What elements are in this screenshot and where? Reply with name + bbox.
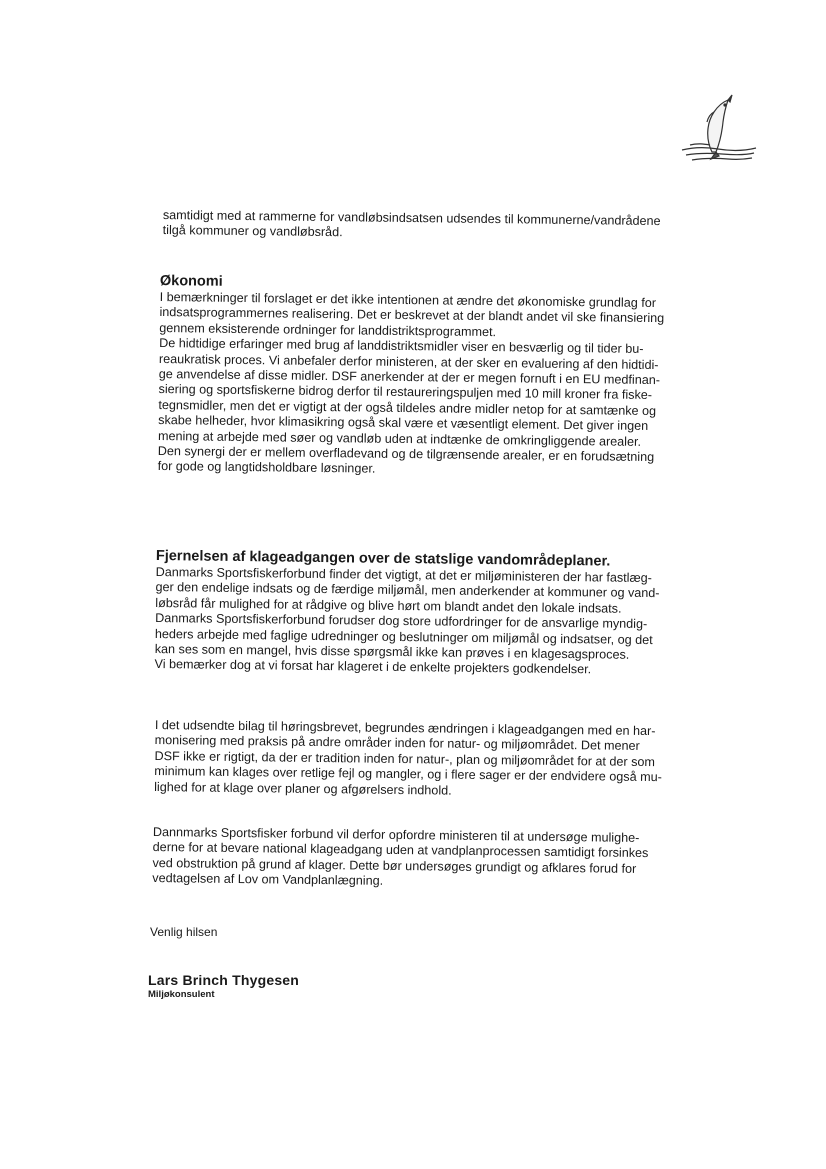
- text-line: lighed for at klage over planer og afgørelsers indhold.: [154, 779, 452, 798]
- paragraph-harmonisation: [154, 718, 715, 802]
- text-line: vedtagelsen af Lov om Vandplanlægning.: [152, 871, 384, 889]
- text-line: Danmarks Sportsfiskerforbund forudser dog store udfordringer for de ansvarlige myndig-: [155, 611, 648, 632]
- text-line: løbsråd får mulighed for at rådgive og blive hørt om blandt andet den lokale indsats.: [155, 595, 622, 616]
- section-complaints: [154, 548, 715, 680]
- text-line: minimum kan klages over retlige fejl og mangler, og i flere sager er der endvidere også mu-: [154, 764, 662, 785]
- text-line: gennem eksisterende ordninger for landdistriktsprogrammet.: [159, 320, 497, 339]
- text-line: I bemærkninger til forslaget er det ikke intentionen at ændre det økonomiske grundlag for: [159, 289, 657, 311]
- text-line: ge anvendelse af disse midler. DSF anerkender at der er megen fornuft i en EU medfinan-: [158, 367, 661, 388]
- text-line: derne for at bevare national klageadgang uden at vandplanprocessen samtidigt forsinkes: [152, 840, 649, 861]
- text-line: kan ses som en mangel, hvis disse spørgsmål ikke kan prøves i en klagesagsproces.: [154, 642, 630, 662]
- text-line: skabe helheder, hvor klimasikring også skal være et væsentligt element. Det giver ingen: [158, 413, 649, 434]
- text-line: DSF ikke er rigtigt, da der er tradition inden for natur-, plan og miljøområdet for at der som: [154, 748, 656, 769]
- text-line: Dannmarks Sportsfisker forbund vil derfor opfordre ministeren til at undersøge mulighe-: [152, 825, 640, 845]
- text-line: mening at arbejde med søer og vandløb uden at indtænke de omkringliggende arealer.: [157, 428, 642, 449]
- section-heading: Økonomi: [159, 273, 223, 290]
- text-line: reaukratisk proces. Vi anbefaler derfor ministeren, at der sker en evaluering af den hidtidi-: [158, 351, 659, 372]
- closing-greeting: Venlig hilsen: [150, 925, 218, 939]
- signer-name: Lars Brinch Thygesen: [148, 972, 300, 988]
- text-line: samtidigt med at rammerne for vandløbsindsatsen udsendes til kommunerne/vandrådene: [162, 208, 661, 229]
- text-line: tegnsmidler, men det er vigtigt at der også tildeles andre midler netop for at samtænke og: [158, 397, 657, 418]
- text-line: De hidtidige erfaringer med brug af landdistriktsmidler viser en besværlig og til tider bu-: [159, 336, 644, 357]
- text-line: I det udsendte bilag til høringsbrevet, begrundes ændringen i klageadgangen med en har-: [154, 718, 656, 739]
- section-economy: [158, 273, 720, 482]
- text-line: ger den endelige indsats og de færdige miljømål, men anderkender at kommuner og vand-: [155, 580, 660, 601]
- jumping-fish-logo-icon: [676, 92, 760, 164]
- text-line: monisering med praksis på andre områder inden for natur- og miljøområdet. Det mener: [154, 733, 640, 754]
- text-line: siering og sportsfiskerne bidrog derfor til restaureringspuljen med 10 mill kroner fra fiske-: [158, 382, 653, 403]
- paragraph-recommendation: [152, 825, 713, 893]
- intro-paragraph: [163, 208, 723, 246]
- text-line: tilgå kommuner og vandløbsråd.: [162, 223, 343, 240]
- text-line: Den synergi der er mellem overfladevand og de tilgrænsende arealer, er en forudsætning: [157, 444, 655, 465]
- text-line: Vi bemærker dog at vi forsat har klageret i de enkelte projekters godkendelser.: [154, 657, 592, 677]
- text-line: for gode og langtidsholdbare løsninger.: [157, 459, 376, 477]
- section-heading: Fjernelsen af klageadgangen over de statslige vandområdeplaner.: [155, 548, 611, 570]
- text-line: ved obstruktion på grund af klager. Dette bør undersøges grundigt og afklares forud for: [152, 855, 637, 876]
- text-line: heders arbejde med faglige udredninger og beslutninger om miljømål og indsatser, og det: [154, 626, 653, 647]
- text-line: Danmarks Sportsfiskerforbund finder det vigtigt, at det er miljøministeren der har fastlæg-: [155, 564, 653, 586]
- signer-title: Miljøkonsulent: [148, 989, 215, 1000]
- text-line: indsatsprogrammernes realisering. Det er beskrevet at der blandt andet vil ske finansiering: [159, 305, 665, 326]
